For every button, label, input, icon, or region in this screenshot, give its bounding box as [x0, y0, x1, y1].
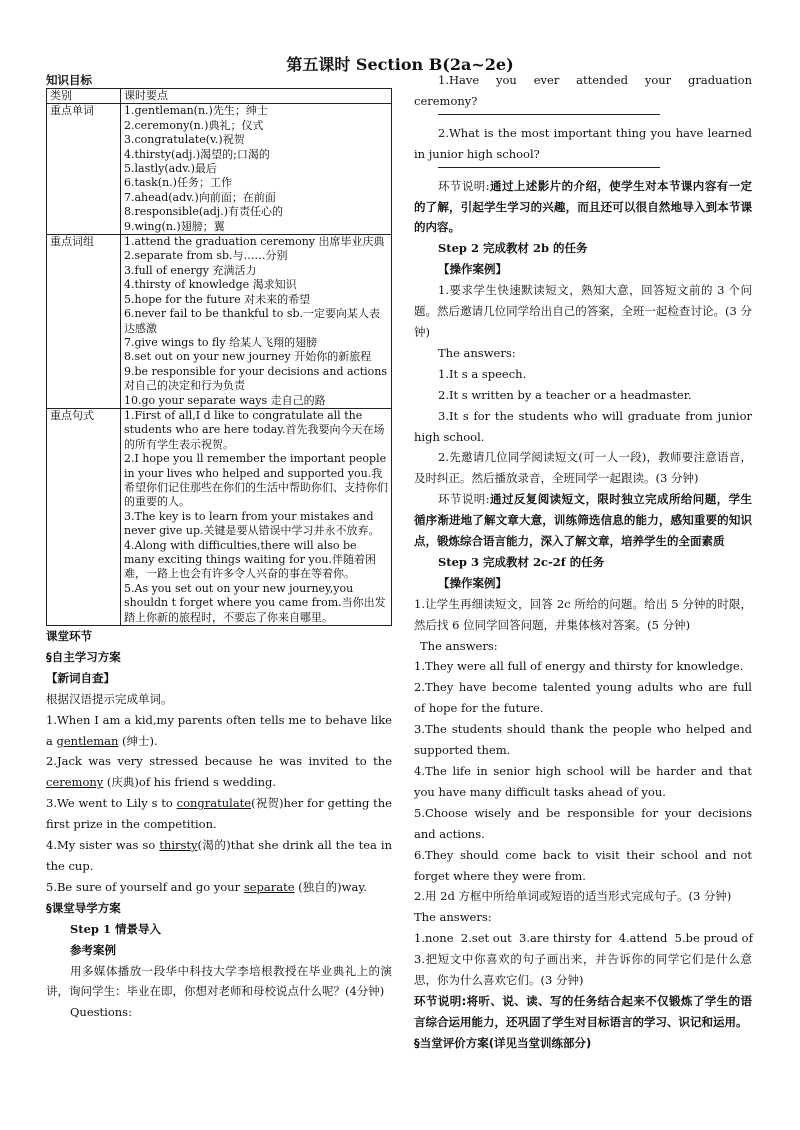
evaluation-heading: §当堂评价方案(详见当堂训练部分): [414, 1035, 592, 1050]
note-1: [414, 176, 752, 239]
list-item: 10.go your separate ways 走自己的路: [124, 393, 326, 407]
exercise-text: 5.Be sure of yourself and go your: [46, 879, 244, 894]
step1-heading: Step 1 情景导入: [70, 921, 161, 936]
step2-instruction-2: 2.先邀请几位同学阅读短文(可一人一段)，教师要注意语音，及时纠正。然后播放录音，全班同学一起跟读。(3 分钟): [414, 450, 752, 486]
right-column: [414, 70, 752, 1054]
answers-label: The answers:: [414, 910, 492, 925]
list-item: 8.set out on your new journey 开始你的新旅程: [124, 350, 372, 364]
exercise-text: 2.Jack was very stressed because he was invited to the: [46, 754, 392, 769]
step3-heading: Step 3 完成教材 2c-2f 的任务: [438, 554, 605, 569]
list-item: 2.separate from sb.与……分别: [124, 249, 288, 263]
list-item: 5.hope for the future 对未来的希望: [124, 292, 311, 306]
step2-instruction-1: 1.要求学生快速默读短文，熟知大意，回答短文前的 3 个问题。然后邀请几位同学给出自己的答案，全班一起检查讨论。(3 分钟): [414, 283, 752, 339]
answer-line: [438, 114, 660, 115]
new-words-heading: 【新词自查】: [46, 670, 115, 685]
note-text: 通过反复阅读短文，限时独立完成所给问题，学生循序渐进地了解文章大意，训练筛选信息的能力，感知重要的知识点，锻炼综合语言能力，深入了解文章，培养学生的全面素质: [414, 492, 753, 549]
questions-label: Questions:: [70, 1005, 132, 1020]
answer-blank: thirsty: [159, 838, 198, 853]
class-section-heading: 课堂环节: [46, 629, 92, 644]
exercise-text: (绅士).: [118, 733, 158, 748]
answer-item: 5.Choose wisely and be responsible for your decisions and actions.: [414, 805, 752, 841]
list-item: 1.gentleman(n.)先生；绅士: [124, 104, 268, 118]
step2-heading: Step 2 完成教材 2b 的任务: [438, 241, 588, 256]
category-cell: 重点句式: [47, 408, 121, 625]
note-label: 环节说明:: [438, 492, 490, 507]
note-label: 环节说明:: [414, 993, 467, 1008]
step3-instruction-3: 3.把短文中你喜欢的句子画出来，并告诉你的同学它们是什么意思，你为什么喜欢它们。(3 分钟): [414, 952, 752, 988]
list-item: 5.As you set out on your new journey,you shouldn t forget where you came from.当你出发踏上你新的旅程时，不要忘了你来自哪里。: [124, 581, 386, 624]
list-item: 5.lastly(adv.)最后: [124, 162, 217, 176]
table-header-category: 类别: [47, 89, 121, 104]
exercise-text: (渴的)that she drink all the tea in the cup.: [46, 838, 392, 873]
reference-case-heading: 参考案例: [70, 942, 116, 957]
self-study-heading: §自主学习方案: [46, 649, 121, 664]
table-row-words: [47, 104, 392, 235]
points-cell: [121, 235, 392, 409]
question-2: 2.What is the most important thing you have learned in junior high school?: [414, 125, 752, 161]
step3-instruction-2: 2.用 2d 方框中所给单词或短语的适当形式完成句子。(3 分钟): [414, 889, 732, 904]
answer-item: 1.none 2.set out 3.are thirsty for 4.attend 5.be proud of: [414, 931, 753, 946]
answer-item: 6.They should come back to visit their school and not forget where they were from.: [414, 847, 752, 883]
note-label: 环节说明:: [438, 178, 490, 193]
table-row-sentences: [47, 408, 392, 625]
guide-plan-heading: §课堂导学方案: [46, 900, 121, 915]
answer-item: 3.The students should thank the people who helped and supported them.: [414, 722, 752, 758]
list-item: 1.First of all,I d like to congratulate all the students who are here today.首先我要向今天在场的所有学生表示祝贺。: [124, 408, 385, 451]
exercise-item: [46, 710, 392, 752]
points-cell: [121, 408, 392, 625]
note-2: [414, 489, 752, 552]
points-cell: [121, 104, 392, 235]
exercise-text: 4.My sister was so: [46, 838, 160, 853]
list-item: 3.full of energy 充满活力: [124, 263, 257, 277]
list-item: 7.give wings to fly 给某人飞翔的翅膀: [124, 335, 318, 349]
list-item: 2.I hope you ll remember the important people in your lives who helped and supported you.我希望你们记住那些在你们的生活中帮助你们、支持你们的重要的人。: [124, 452, 388, 509]
list-item: 3.congratulate(v.)祝贺: [124, 133, 245, 147]
list-item: 6.task(n.)任务；工作: [124, 176, 232, 190]
exercise-text: (独自的)way.: [294, 879, 367, 894]
table-header-row: [47, 89, 392, 104]
list-item: 3.The key is to learn from your mistakes and never give up.关键是要从错误中学习并永不放弃。: [124, 509, 380, 538]
instruction-text: 根据汉语提示完成单词。: [46, 691, 173, 706]
operation-case-heading: 【操作案例】: [438, 262, 507, 277]
list-item: 9.be responsible for your decisions and actions 对自己的决定和行为负责: [124, 364, 387, 393]
answer-item: 2.It s written by a teacher or a headmaster.: [438, 387, 692, 402]
step3-instruction-1: 1.让学生再细读短文，回答 2c 所给的问题。给出 5 分钟的时限，然后找 6 位同学回答问题，并集体核对答案。(5 分钟): [414, 596, 752, 632]
list-item: 4.Along with difficulties,there will also be many exciting things waiting for you.伴随着困难，一路上也会有许多令人兴奋的事在等着你。: [124, 538, 376, 581]
list-item: 8.responsible(adj.)有责任心的: [124, 205, 283, 219]
answers-label: The answers:: [420, 638, 498, 653]
list-item: 2.ceremony(n.)典礼；仪式: [124, 118, 264, 132]
exercise-text: (祝贺)her for getting the first prize in the competition.: [46, 796, 392, 832]
table-header-points: 课时要点: [121, 89, 392, 104]
knowledge-heading: 知识目标: [46, 73, 92, 87]
answers-label: The answers:: [438, 345, 516, 360]
list-item: 7.ahead(adv.)向前面；在前面: [124, 190, 276, 204]
list-item: 6.never fail to be thankful to sb.一定要向某人表达感激: [124, 307, 381, 335]
page-title: 第五课时 Section B(2a~2e): [286, 55, 514, 74]
note-text: 通过上述影片的介绍，使学生对本节课内容有一定的了解，引起学生学习的兴趣，而且还可以很自然地导入到本节课的内容。: [414, 178, 753, 235]
exercise-item: [46, 877, 392, 898]
table-row-phrases: [47, 235, 392, 409]
note-text: 将听、说、读、写的任务结合起来不仅锻炼了学生的语言综合运用能力，还巩固了学生对目标语言的学习、识记和运用。: [414, 993, 752, 1029]
answer-blank: ceremony: [46, 775, 104, 790]
list-item: 1.attend the graduation ceremony 出席毕业庆典: [124, 235, 385, 249]
list-item: 4.thirsty of knowledge 渴求知识: [124, 278, 297, 292]
list-item: 4.thirsty(adj.)渴望的;口渴的: [124, 147, 270, 161]
left-column: [46, 72, 392, 1023]
question-1: 1.Have you ever attended your graduation ceremony?: [414, 73, 752, 108]
answer-item: 1.They were all full of energy and thirsty for knowledge.: [414, 659, 744, 674]
answer-item: 4.The life in senior high school will be harder and that you have many difficult tasks ahead of you.: [414, 764, 752, 799]
answer-item: 1.It s a speech.: [438, 366, 527, 381]
note-3: [414, 991, 752, 1033]
answer-item: 2.They have become talented young adults who are full of hope for the future.: [414, 680, 752, 716]
list-item: 9.wing(n.)翅膀；翼: [124, 219, 225, 233]
exercise-text: 3.We went to Lily s to: [46, 796, 177, 811]
exercise-item: [46, 835, 392, 877]
exercise-item: [46, 751, 392, 793]
category-cell: 重点单词: [47, 104, 121, 235]
exercise-text: 1.When I am a kid,my parents often tells me to behave like a: [46, 712, 392, 748]
answer-blank: gentleman: [56, 733, 119, 748]
step1-text: 用多媒体播放一段华中科技大学李培根教授在毕业典礼上的演讲，询问学生：毕业在即，你想对老师和母校说点什么呢？(4分钟): [46, 963, 392, 999]
answer-blank: congratulate: [176, 796, 252, 811]
exercise-item: [46, 793, 392, 835]
answer-blank: separate: [243, 879, 295, 894]
key-points-table: [46, 88, 392, 626]
answer-item: 3.It s for the students who will graduate from junior high school.: [414, 408, 752, 444]
category-cell: 重点词组: [47, 235, 121, 409]
operation-case-heading: 【操作案例】: [438, 575, 507, 590]
answer-line: [438, 167, 660, 168]
exercise-text: (庆典)of his friend s wedding.: [103, 775, 277, 790]
